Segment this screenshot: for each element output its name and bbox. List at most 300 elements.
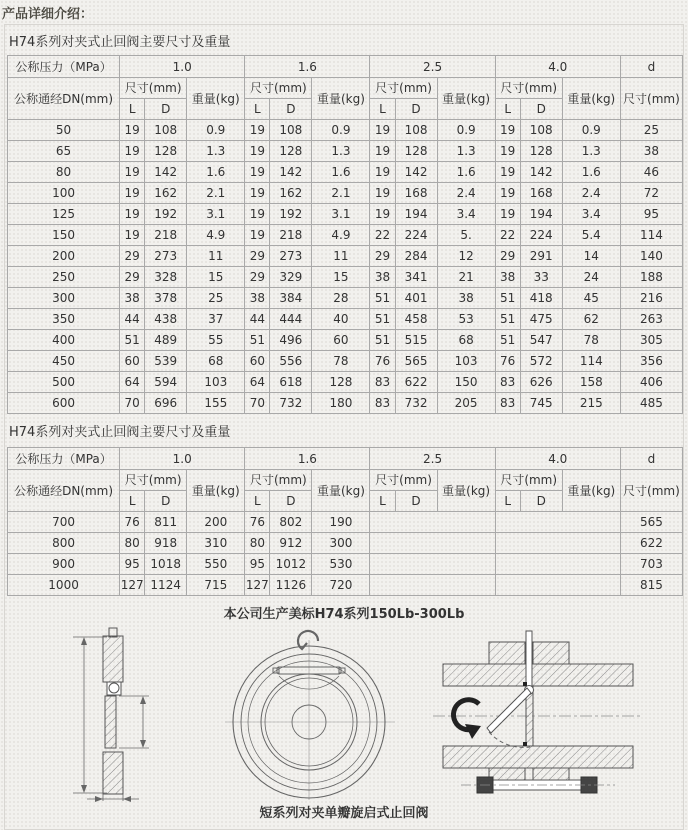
value-cell: 29 [120,267,145,288]
value-cell: 815 [620,575,682,596]
value-cell: 273 [145,246,187,267]
value-cell: 300 [312,533,370,554]
value-cell: 83 [495,372,520,393]
value-cell: 128 [520,141,562,162]
value-cell: 46 [620,162,682,183]
value-cell: 128 [312,372,370,393]
value-cell: 22 [495,225,520,246]
page-title: 产品详细介绍： [2,7,94,22]
value-cell: 496 [270,330,312,351]
value-cell: 188 [620,267,682,288]
value-cell: 19 [120,204,145,225]
value-cell: 1.6 [312,162,370,183]
value-cell: 38 [370,267,395,288]
value-cell: 1012 [270,554,312,575]
value-cell: 1.6 [187,162,245,183]
table-row [8,225,683,246]
dn-cell: 200 [8,246,120,267]
value-cell: 29 [370,246,395,267]
value-cell: 291 [520,246,562,267]
value-cell: 19 [495,120,520,141]
value-cell: 224 [520,225,562,246]
pressure-2.5: 2.5 [370,56,495,78]
value-cell: 284 [395,246,437,267]
dn-cell: 250 [8,267,120,288]
weight-label: 重量(kg) [187,470,245,512]
value-cell: 720 [312,575,370,596]
value-cell: 745 [520,393,562,414]
table-row [8,372,683,393]
dn-cell: 300 [8,288,120,309]
value-cell: 28 [312,288,370,309]
value-cell: 142 [395,162,437,183]
value-cell: 622 [395,372,437,393]
value-cell: 1.3 [187,141,245,162]
value-cell: 29 [495,246,520,267]
value-cell: 550 [187,554,245,575]
value-cell [495,512,620,533]
valve-front-view-drawing [221,626,397,802]
value-cell [495,575,620,596]
value-cell: 565 [620,512,682,533]
table-row [8,267,683,288]
d-size-label: 尺寸(mm) [620,470,682,512]
col-D: D [520,491,562,512]
value-cell: 19 [370,120,395,141]
col-L: L [120,99,145,120]
value-cell: 168 [395,183,437,204]
value-cell: 2.4 [562,183,620,204]
value-cell: 128 [395,141,437,162]
value-cell [370,512,495,533]
value-cell: 62 [562,309,620,330]
value-cell: 103 [437,351,495,372]
value-cell: 83 [495,393,520,414]
value-cell: 622 [620,533,682,554]
value-cell: 127 [120,575,145,596]
col-L: L [245,99,270,120]
value-cell: 444 [270,309,312,330]
dn-cell: 1000 [8,575,120,596]
table-row [8,575,683,596]
dn-cell: 125 [8,204,120,225]
value-cell: 918 [145,533,187,554]
value-cell: 37 [187,309,245,330]
value-cell: 128 [270,141,312,162]
dn-cell: 900 [8,554,120,575]
value-cell: 68 [437,330,495,351]
value-cell: 703 [620,554,682,575]
value-cell: 64 [245,372,270,393]
value-cell: 108 [520,120,562,141]
weight-label: 重量(kg) [437,470,495,512]
dn-cell: 400 [8,330,120,351]
value-cell [370,533,495,554]
value-cell: 539 [145,351,187,372]
value-cell: 155 [187,393,245,414]
value-cell: 51 [120,330,145,351]
table-row [8,120,683,141]
pressure-label: 公称压力（MPa） [8,448,120,470]
value-cell: 38 [120,288,145,309]
value-cell: 95 [120,554,145,575]
size-label: 尺寸(mm) [370,78,437,99]
value-cell: 142 [270,162,312,183]
value-cell: 200 [187,512,245,533]
value-cell: 19 [245,120,270,141]
value-cell: 162 [270,183,312,204]
value-cell: 0.9 [312,120,370,141]
value-cell: 328 [145,267,187,288]
value-cell: 194 [520,204,562,225]
value-cell: 51 [370,330,395,351]
value-cell: 44 [245,309,270,330]
size-label: 尺寸(mm) [245,470,312,491]
drawings-row [7,624,681,802]
value-cell: 51 [495,288,520,309]
size-label: 尺寸(mm) [120,78,187,99]
value-cell: 1.6 [437,162,495,183]
value-cell: 76 [370,351,395,372]
dn-cell: 65 [8,141,120,162]
value-cell: 140 [620,246,682,267]
weight-label: 重量(kg) [437,78,495,120]
value-cell: 811 [145,512,187,533]
value-cell: 19 [120,225,145,246]
dn-label: 公称通经DN(mm) [8,78,120,120]
value-cell: 19 [495,204,520,225]
value-cell: 83 [370,393,395,414]
value-cell: 19 [370,141,395,162]
value-cell: 158 [562,372,620,393]
value-cell: 55 [187,330,245,351]
value-cell: 565 [395,351,437,372]
value-cell: 22 [370,225,395,246]
col-L: L [495,99,520,120]
value-cell: 19 [120,162,145,183]
table1-header [8,56,683,120]
value-cell: 194 [395,204,437,225]
value-cell: 19 [120,183,145,204]
value-cell: 626 [520,372,562,393]
value-cell: 19 [120,120,145,141]
value-cell [370,554,495,575]
value-cell: 128 [145,141,187,162]
value-cell: 1018 [145,554,187,575]
size-label: 尺寸(mm) [495,470,562,491]
valve-side-section-drawing [37,626,187,802]
value-cell: 38 [437,288,495,309]
value-cell: 19 [245,204,270,225]
value-cell: 2.4 [437,183,495,204]
value-cell: 12 [437,246,495,267]
value-cell: 44 [120,309,145,330]
value-cell: 70 [120,393,145,414]
value-cell: 76 [120,512,145,533]
value-cell: 4.9 [187,225,245,246]
value-cell: 29 [245,246,270,267]
value-cell: 11 [312,246,370,267]
value-cell: 114 [620,225,682,246]
value-cell: 53 [437,309,495,330]
pressure-1.6: 1.6 [245,56,370,78]
value-cell: 401 [395,288,437,309]
value-cell: 51 [245,330,270,351]
value-cell: 378 [145,288,187,309]
size-label: 尺寸(mm) [245,78,312,99]
value-cell: 205 [437,393,495,414]
value-cell: 329 [270,267,312,288]
size-label: 尺寸(mm) [120,470,187,491]
table-row [8,512,683,533]
value-cell: 19 [245,225,270,246]
value-cell: 25 [620,120,682,141]
col-D: D [395,99,437,120]
value-cell: 4.9 [312,225,370,246]
value-cell: 572 [520,351,562,372]
table-row [8,288,683,309]
col-L: L [495,491,520,512]
value-cell: 418 [520,288,562,309]
value-cell: 51 [370,309,395,330]
value-cell: 150 [437,372,495,393]
value-cell: 108 [395,120,437,141]
content-panel [4,24,684,830]
value-cell: 103 [187,372,245,393]
value-cell: 24 [562,267,620,288]
value-cell: 618 [270,372,312,393]
value-cell: 192 [270,204,312,225]
value-cell: 732 [270,393,312,414]
pressure-d: d [620,448,682,470]
value-cell: 485 [620,393,682,414]
value-cell: 19 [495,162,520,183]
value-cell: 127 [245,575,270,596]
col-L: L [370,491,395,512]
value-cell: 19 [495,183,520,204]
weight-label: 重量(kg) [312,78,370,120]
value-cell: 1.6 [562,162,620,183]
value-cell: 33 [520,267,562,288]
value-cell: 142 [145,162,187,183]
value-cell: 60 [120,351,145,372]
value-cell: 1124 [145,575,187,596]
value-cell: 341 [395,267,437,288]
value-cell: 190 [312,512,370,533]
weight-label: 重量(kg) [312,470,370,512]
value-cell: 68 [187,351,245,372]
table2-body [8,512,683,596]
value-cell: 489 [145,330,187,351]
dn-cell: 80 [8,162,120,183]
value-cell: 2.1 [312,183,370,204]
value-cell: 95 [620,204,682,225]
value-cell: 78 [562,330,620,351]
value-cell: 3.4 [437,204,495,225]
col-L: L [370,99,395,120]
value-cell: 108 [145,120,187,141]
value-cell: 3.1 [312,204,370,225]
value-cell: 2.1 [187,183,245,204]
weight-label: 重量(kg) [562,78,620,120]
value-cell: 19 [495,141,520,162]
dn-label: 公称通经DN(mm) [8,470,120,512]
value-cell: 19 [370,162,395,183]
size-label: 尺寸(mm) [370,470,437,491]
table-row [8,330,683,351]
value-cell: 696 [145,393,187,414]
value-cell: 19 [245,141,270,162]
col-L: L [120,491,145,512]
table2-caption: H74系列对夹式止回阀主要尺寸及重量 [9,425,231,440]
dn-cell: 100 [8,183,120,204]
value-cell: 40 [312,309,370,330]
value-cell: 547 [520,330,562,351]
value-cell: 1126 [270,575,312,596]
value-cell: 83 [370,372,395,393]
value-cell: 108 [270,120,312,141]
value-cell: 51 [495,309,520,330]
value-cell: 3.1 [187,204,245,225]
value-cell: 60 [245,351,270,372]
value-cell: 5. [437,225,495,246]
value-cell: 25 [187,288,245,309]
dn-cell: 500 [8,372,120,393]
dimensions-table-2 [7,447,683,596]
value-cell: 0.9 [562,120,620,141]
value-cell: 218 [270,225,312,246]
pressure-d: d [620,56,682,78]
dn-cell: 450 [8,351,120,372]
value-cell: 912 [270,533,312,554]
value-cell: 3.4 [562,204,620,225]
dn-cell: 350 [8,309,120,330]
value-cell: 458 [395,309,437,330]
value-cell: 180 [312,393,370,414]
value-cell: 273 [270,246,312,267]
value-cell: 594 [145,372,187,393]
value-cell: 19 [120,141,145,162]
value-cell: 1.3 [437,141,495,162]
table-row [8,393,683,414]
value-cell: 515 [395,330,437,351]
value-cell: 5.4 [562,225,620,246]
table2-header [8,448,683,512]
value-cell: 72 [620,183,682,204]
value-cell: 1.3 [312,141,370,162]
value-cell: 142 [520,162,562,183]
value-cell: 19 [370,183,395,204]
value-cell: 19 [245,183,270,204]
table-row [8,183,683,204]
dn-cell: 600 [8,393,120,414]
table-row [8,533,683,554]
table-row [8,246,683,267]
table-row [8,204,683,225]
value-cell: 70 [245,393,270,414]
value-cell: 218 [145,225,187,246]
value-cell: 19 [245,162,270,183]
value-cell: 11 [187,246,245,267]
value-cell: 38 [620,141,682,162]
weight-label: 重量(kg) [187,78,245,120]
col-D: D [395,491,437,512]
col-D: D [520,99,562,120]
value-cell: 556 [270,351,312,372]
value-cell: 76 [245,512,270,533]
value-cell: 475 [520,309,562,330]
value-cell: 76 [495,351,520,372]
value-cell: 80 [245,533,270,554]
valve-installed-section-drawing [431,626,645,802]
table-row [8,309,683,330]
value-cell: 21 [437,267,495,288]
value-cell: 384 [270,288,312,309]
value-cell: 78 [312,351,370,372]
pressure-label: 公称压力（MPa） [8,56,120,78]
col-D: D [270,99,312,120]
pressure-1.0: 1.0 [120,448,245,470]
value-cell: 15 [187,267,245,288]
value-cell: 715 [187,575,245,596]
value-cell: 0.9 [187,120,245,141]
value-cell: 1.3 [562,141,620,162]
d-size-label: 尺寸(mm) [620,78,682,120]
value-cell [495,554,620,575]
value-cell: 14 [562,246,620,267]
value-cell: 29 [245,267,270,288]
value-cell: 802 [270,512,312,533]
value-cell: 60 [312,330,370,351]
value-cell: 215 [562,393,620,414]
drawings-caption: 短系列对夹单瓣旋启式止回阀 [259,806,429,821]
value-cell: 51 [495,330,520,351]
value-cell: 310 [187,533,245,554]
pressure-1.0: 1.0 [120,56,245,78]
dimensions-table-1 [7,55,683,414]
value-cell: 95 [245,554,270,575]
value-cell: 356 [620,351,682,372]
weight-label: 重量(kg) [562,470,620,512]
size-label: 尺寸(mm) [495,78,562,99]
table-row [8,554,683,575]
table1-body [8,120,683,414]
value-cell: 29 [120,246,145,267]
value-cell [495,533,620,554]
pressure-1.6: 1.6 [245,448,370,470]
dn-cell: 150 [8,225,120,246]
pressure-2.5: 2.5 [370,448,495,470]
value-cell: 216 [620,288,682,309]
value-cell: 263 [620,309,682,330]
col-D: D [270,491,312,512]
value-cell: 438 [145,309,187,330]
value-cell: 162 [145,183,187,204]
value-cell: 19 [370,204,395,225]
value-cell: 38 [495,267,520,288]
value-cell: 51 [370,288,395,309]
col-D: D [145,491,187,512]
table1-caption: H74系列对夹式止回阀主要尺寸及重量 [9,35,231,50]
value-cell: 0.9 [437,120,495,141]
value-cell: 64 [120,372,145,393]
table-row [8,141,683,162]
table-row [8,351,683,372]
table-row [8,162,683,183]
value-cell: 80 [120,533,145,554]
value-cell: 168 [520,183,562,204]
value-cell: 192 [145,204,187,225]
